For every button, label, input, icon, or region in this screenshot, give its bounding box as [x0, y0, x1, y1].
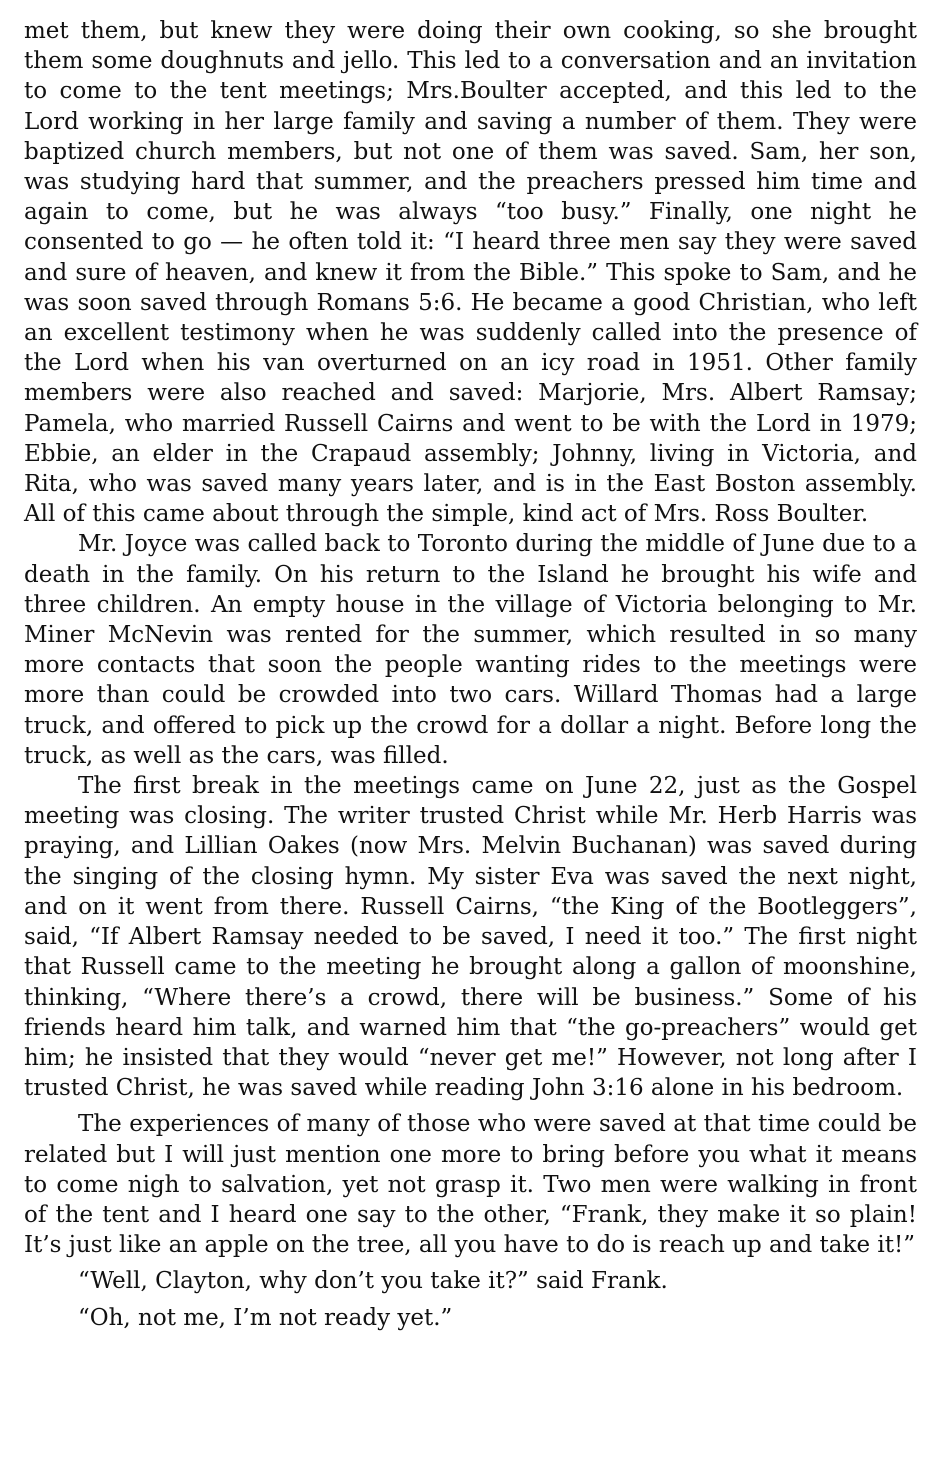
paragraph-experiences: The experiences of many of those who were saved at that time could be related but I will just mention one more to bring before you what it means to come nigh to salvation, yet not grasp it. Two men were walking in front of the tent and I heard one say to the other, “Frank, they make it so plain! It’s just like an apple on the tree, all you have to do is reach up and take it!” — [24, 1111, 917, 1259]
paragraph-joyce-return: Mr. Joyce was called back to Toronto during the middle of June due to a death in the family. On his return to the Island he brought his wife and three children. An empty house in the village of Victoria belonging to Mr. Miner McNevin was rented for the summer, which resulted in so many more contacts that soon the people wanting rides to the meetings were more than could be crowded into two cars. Willard Thomas had a large truck, and offered to pick up the crowd for a dollar a night. Before long the truck, as well as the cars, was filled. — [24, 531, 917, 769]
paragraph-boulter-family: met them, but knew they were doing their own cooking, so she brought them some doughnuts and jello. This led to a conversation and an invitation to come to the tent meetings; Mrs.Boulter accepted, and this led to the Lord working in her large family and saving a number of them. They were baptized church members, but not one of them was saved. Sam, her son, was studying hard that summer, and the preachers pressed him time and again to come, but he was always “too busy.” Finally, one night he consented to go — he often told it: “I heard three men say they were saved and sure of heaven, and knew it from the Bible.” This spoke to Sam, and he was soon saved through Romans 5:6. He became a good Christian, who left an excellent testimony when he was suddenly called into the presence of the Lord when his van overturned on an icy road in 1951. Other family members were also reached and saved: Marjorie, Mrs. Albert Ramsay; Pamela, who married Russell Cairns and went to be with the Lord in 1979; Ebbie, an elder in the Crapaud assembly; Johnny, living in Victoria, and Rita, who was saved many years later, and is in the East Boston assembly. All of this came about through the simple, kind act of Mrs. Ross Boulter. — [24, 18, 917, 528]
paragraph-first-break: The first break in the meetings came on June 22, just as the Gospel meeting was closing. The writer trusted Christ while Mr. Herb Harris was praying, and Lillian Oakes (now Mrs. Melvin Buchanan) was saved during the singing of the closing hymn. My sister Eva was saved the next night, and on it went from there. Russell Cairns, “the King of the Bootleggers”, said, “If Albert Ramsay needed to be saved, I need it too.” The first night that Russell came to the meeting he brought along a gallon of moonshine, thinking, “Where there’s a crowd, there will be business.” Some of his friends heard him talk, and warned him that “the go-preachers” would get him; he insisted that they would “never get me!” However, not long after I trusted Christ, he was saved while reading John 3:16 alone in his bedroom. — [24, 773, 917, 1102]
paragraph-not-ready: “Oh, not me, I’m not ready yet.” — [78, 1304, 453, 1331]
page-body — [24, 16, 917, 1333]
paragraph-clayton-question: “Well, Clayton, why don’t you take it?” said Frank. — [78, 1268, 668, 1295]
